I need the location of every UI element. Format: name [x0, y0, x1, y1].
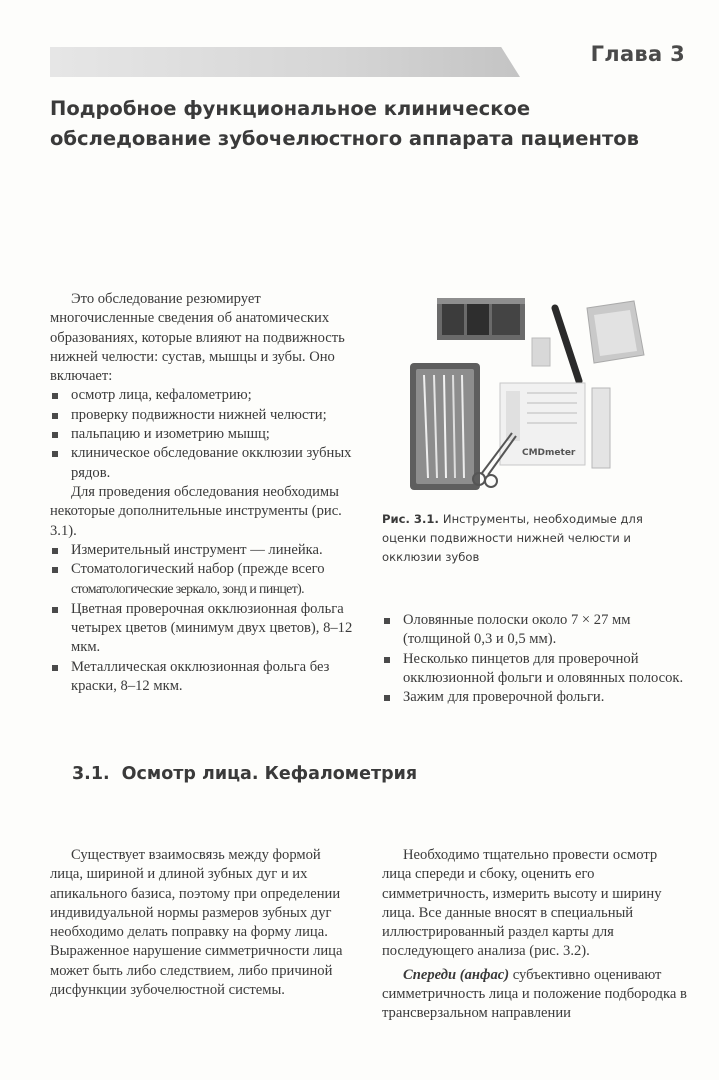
figure-caption	[382, 510, 688, 567]
list-item: клиническое обследование окклюзии зубных рядов.	[50, 444, 356, 483]
tray-boxes	[437, 298, 525, 340]
section-paragraph: Необходимо тщательно провести осмотр лица спереди и сбоку, оценить его симметричность, измерить высоту и ширину лица. Все данные вносят в специальный иллюстрированный раздел карты для последующего анализа (рис. 3.2).	[382, 847, 662, 960]
paragraph-text: субъективно оценивают симметричность лица и положение подбородка в трансверзальном направлении	[382, 966, 687, 1022]
exam-list	[50, 386, 356, 482]
list-item: Измерительный инструмент — линейка.	[50, 541, 356, 560]
section-title: Осмотр лица. Кефалометрия	[121, 764, 418, 784]
list-item-text: стоматологические зеркало, зонд и пинцет).	[71, 581, 304, 597]
foil-package	[587, 301, 644, 363]
list-item: Оловянные полоски около 7 × 27 мм (толщиной 0,3 и 0,5 мм).	[382, 611, 688, 650]
right-instrument-list-column	[382, 611, 688, 707]
intro-column	[50, 290, 356, 696]
section-paragraph: Существует взаимосвязь между формой лица, шириной и длиной зубных дуг и их апикального базиса, поэтому при определении индивидуальной нормы размеров зубных дуг необходимо делать поправку на форму лица. Выраженное нарушение симметричности лица может быть либо следствием, либо причиной дисфункции зубочелюстной системы.	[50, 847, 343, 999]
list-item	[50, 560, 356, 600]
section-heading	[72, 764, 417, 784]
measuring-card	[500, 383, 585, 465]
ruler	[592, 388, 610, 468]
intro-paragraph: Это обследование резюмирует многочисленные сведения об анатомических образованиях, которые влияют на подвижность нижней челюсти: сустав, мышцы и зубы. Оно включает:	[50, 291, 345, 385]
section-number: 3.1.	[72, 764, 110, 784]
emphasis-lead: Спереди (анфас)	[403, 966, 510, 983]
page-title	[50, 94, 690, 154]
figure-label: Рис. 3.1.	[382, 512, 439, 526]
instrument-list-continued	[382, 611, 688, 707]
list-item: Зажим для проверочной фольги.	[382, 688, 688, 707]
chapter-header-bar	[50, 47, 520, 77]
section-right-column	[382, 846, 688, 1024]
section-left-column	[50, 846, 356, 1000]
mirror-handle	[555, 308, 579, 381]
instrument-tray	[410, 363, 480, 490]
list-item: Цветная проверочная окклюзионная фольга четырех цветов (минимум двух цветов), 8–12 мкм.	[50, 600, 356, 658]
list-item: осмотр лица, кефалометрию;	[50, 386, 356, 405]
instruments-paragraph: Для проведения обследования необходимы некоторые дополнительные инструменты (рис. 3.1).	[50, 483, 342, 539]
section-paragraph	[382, 966, 688, 1024]
instrument-list	[50, 541, 356, 696]
card-brand-label: CMDmeter	[522, 448, 576, 458]
page-title-line-1: Подробное функциональное клиническое	[50, 97, 531, 120]
list-item: Несколько пинцетов для проверочной окклюзионной фольги и оловянных полосок.	[382, 650, 688, 689]
list-item-text: Стоматологический набор (прежде всего	[71, 561, 325, 578]
list-item: Металлическая окклюзионная фольга без краски, 8–12 мкм.	[50, 658, 356, 697]
instruments-photo	[382, 293, 682, 498]
figure-caption-text: Инструменты, необходимые для оценки подвижности нижней челюсти и окклюзии зубов	[382, 512, 643, 564]
list-item: пальпацию и изометрию мышц;	[50, 425, 356, 444]
chapter-label: Глава 3	[590, 42, 685, 66]
list-item: проверку подвижности нижней челюсти;	[50, 406, 356, 425]
page-title-line-2: обследование зубочелюстного аппарата пациентов	[50, 127, 639, 150]
